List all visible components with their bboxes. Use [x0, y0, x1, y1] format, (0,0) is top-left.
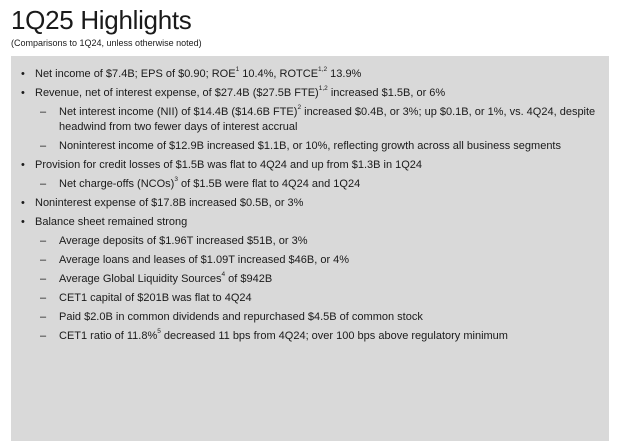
- page-title: 1Q25 Highlights: [11, 5, 192, 35]
- list-item: [11, 139, 609, 154]
- item-text: Average deposits of $1.96T increased $51B, or 3%: [59, 235, 308, 247]
- item-text: Average Global Liquidity Sources$^4$ of $942B: [59, 271, 273, 285]
- list-item: [11, 234, 609, 249]
- dash-icon: –: [40, 106, 47, 118]
- dash-icon: –: [40, 273, 47, 285]
- bullet-icon: •: [21, 159, 25, 171]
- list-item: [11, 215, 609, 230]
- dash-icon: –: [40, 330, 47, 342]
- list-item: [11, 272, 609, 287]
- item-text: Net income of $7.4B; EPS of $0.90; ROE$^1$ 10.4%, ROTCE$^{1,2}$ 13.9%: [35, 66, 362, 80]
- list-item: [11, 67, 609, 82]
- dash-icon: –: [40, 292, 47, 304]
- dash-icon: –: [40, 178, 47, 190]
- item-text: Balance sheet remained strong: [35, 216, 188, 228]
- item-text: Noninterest income of $12.9B increased $1.1B, or 10%, reflecting growth across all business segments: [59, 140, 561, 152]
- list-item: [11, 291, 609, 306]
- item-text: Net charge-offs (NCOs)$^3$ of $1.5B were flat to 4Q24 and 1Q24: [59, 176, 361, 190]
- list-item: [11, 86, 609, 101]
- dash-icon: –: [40, 140, 47, 152]
- list-item: [11, 105, 609, 135]
- list-item: [11, 253, 609, 268]
- list-item: [11, 158, 609, 173]
- bullet-icon: •: [21, 197, 25, 209]
- list-item: [11, 196, 609, 211]
- highlights-panel: [11, 56, 609, 441]
- item-text: Provision for credit losses of $1.5B was flat to 4Q24 and up from $1.3B in 1Q24: [35, 159, 423, 171]
- list-item: [11, 177, 609, 192]
- item-text: Net interest income (NII) of $14.4B ($14.6B FTE)$^2$ increased $0.4B, or 3%; up $0.1B, or 1%, vs. 4Q24, despite headwind from two fewer days of interest accrual: [59, 104, 596, 133]
- bullet-icon: •: [21, 68, 25, 80]
- dash-icon: –: [40, 311, 47, 323]
- item-text: CET1 capital of $201B was flat to 4Q24: [59, 292, 252, 304]
- bullet-icon: •: [21, 216, 25, 228]
- item-text: Paid $2.0B in common dividends and repurchased $4.5B of common stock: [59, 311, 423, 323]
- page-subtitle: (Comparisons to 1Q24, unless otherwise noted): [11, 38, 202, 48]
- item-text: CET1 ratio of 11.8%$^5$ decreased 11 bps from 4Q24; over 100 bps above regulatory minimum: [59, 328, 508, 342]
- dash-icon: –: [40, 235, 47, 247]
- item-text: Revenue, net of interest expense, of $27.4B ($27.5B FTE)$^{1,2}$ increased $1.5B, or 6%: [35, 85, 446, 99]
- list-item: [11, 329, 609, 344]
- highlights-list: [11, 67, 609, 348]
- dash-icon: –: [40, 254, 47, 266]
- item-text: Average loans and leases of $1.09T increased $46B, or 4%: [59, 254, 350, 266]
- item-text: Noninterest expense of $17.8B increased $0.5B, or 3%: [35, 197, 304, 209]
- list-item: [11, 310, 609, 325]
- bullet-icon: •: [21, 87, 25, 99]
